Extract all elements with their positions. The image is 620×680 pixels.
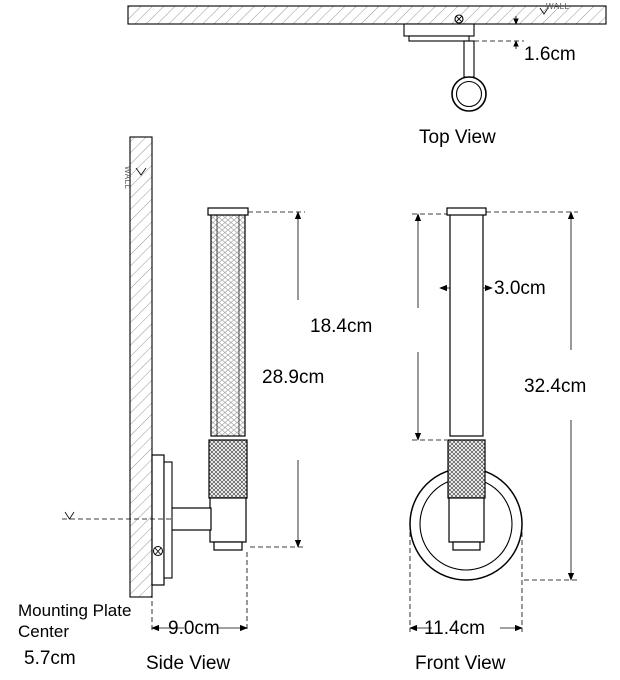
wall-label-top: WALL (546, 2, 570, 11)
side-view-wall (130, 137, 152, 597)
dim-label-front-tube-length: 18.4cm (310, 316, 373, 337)
top-view-wall (128, 6, 606, 24)
mounting-plate-center-value: 5.7cm (24, 648, 76, 669)
top-view-fixture (404, 15, 486, 111)
dim-label-side-height: 28.9cm (262, 367, 325, 388)
front-view-fixture (410, 208, 522, 580)
mounting-plate-center-label: Mounting Plate Center (18, 601, 132, 641)
view-label-side: Side View (146, 653, 231, 674)
dim-label-front-tube-dia: 3.0cm (494, 278, 546, 299)
dim-label-front-width: 11.4cm (424, 618, 485, 639)
wall-label-side: WALL (123, 166, 132, 190)
dim-label-side-depth: 9.0cm (168, 618, 220, 639)
dim-label-top-offset: 1.6cm (524, 44, 576, 65)
view-label-top: Top View (419, 127, 496, 148)
dim-front-tube-length (412, 214, 447, 440)
view-label-front: Front View (415, 653, 506, 674)
side-view-fixture (152, 208, 248, 585)
dim-label-front-total-height: 32.4cm (524, 376, 587, 397)
